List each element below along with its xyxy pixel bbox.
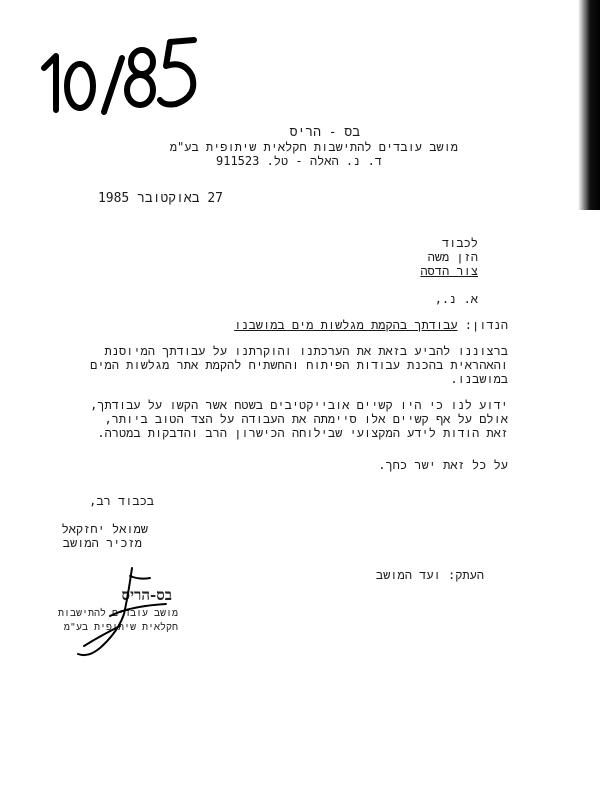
subject-label: הנדון:	[464, 318, 508, 332]
signature-scribble	[70, 566, 180, 666]
letterhead-subtitle: מושב עובדים להתישבות חקלאית שיתופית בע"מ	[169, 140, 458, 154]
subject-line	[234, 318, 508, 332]
letter-date: 27 באוקטובר 1985	[97, 191, 223, 206]
cc-line: העתק: ועד המושב	[375, 568, 484, 582]
recipient-to: לכבוד	[441, 236, 478, 250]
signatory-name: שמואל יחזקאל	[61, 522, 148, 536]
recipient-org: צור הדסה	[420, 264, 478, 278]
letterhead-name: בס - הריס	[289, 125, 360, 140]
paragraph-1-line-3: במושבנו.	[450, 372, 508, 386]
recipient-name: הזן משה	[427, 250, 478, 264]
scan-edge-shadow	[578, 0, 600, 210]
subject-text: עבודתך בהקמת מגלשות מים במושבנו	[234, 318, 458, 332]
handwritten-reference-number	[34, 28, 204, 118]
letterhead-address: ד. נ. האלה - טל. 911523	[216, 154, 382, 168]
closing: בכבוד רב,	[89, 494, 154, 508]
handwritten-reference-text	[0, 0, 1, 1]
paragraph-2-line-1: ידוע לנו כי היו קשיים אובייקטיבים בשטח אשר הקשו על עבודתך,	[90, 398, 508, 412]
signatory-title: מזכיר המושב	[62, 536, 142, 550]
paragraph-3-line-1: על כל זאת ישר כחך.	[378, 458, 508, 472]
stamp-line-2: חקלאית שיתופית בע"מ	[63, 622, 178, 633]
stamp-name: בס-הריס	[121, 586, 172, 604]
paragraph-2-line-3: זאת הודות לידע המקצועי שבילוחה הכישרון הרב והדבקות במטרה.	[97, 426, 508, 440]
paragraph-1-line-2: והאהראית בהכנת עבודות הפיתוח והחשתיח להקמת אתר מגלשות המים	[90, 358, 508, 372]
salutation: א. נ.,	[434, 292, 478, 306]
stamp-line-1: מושב עובדים להתישבות	[57, 608, 178, 619]
paragraph-1-line-1: ברצוננו להביע בזאת את הערכתנו והוקרתנו על עבודתך המיוסנת	[104, 344, 508, 358]
paragraph-2-line-2: אולם על אף קשיים אלו סיימתה את העבודה על הצד הטוב ביותר,	[104, 412, 508, 426]
